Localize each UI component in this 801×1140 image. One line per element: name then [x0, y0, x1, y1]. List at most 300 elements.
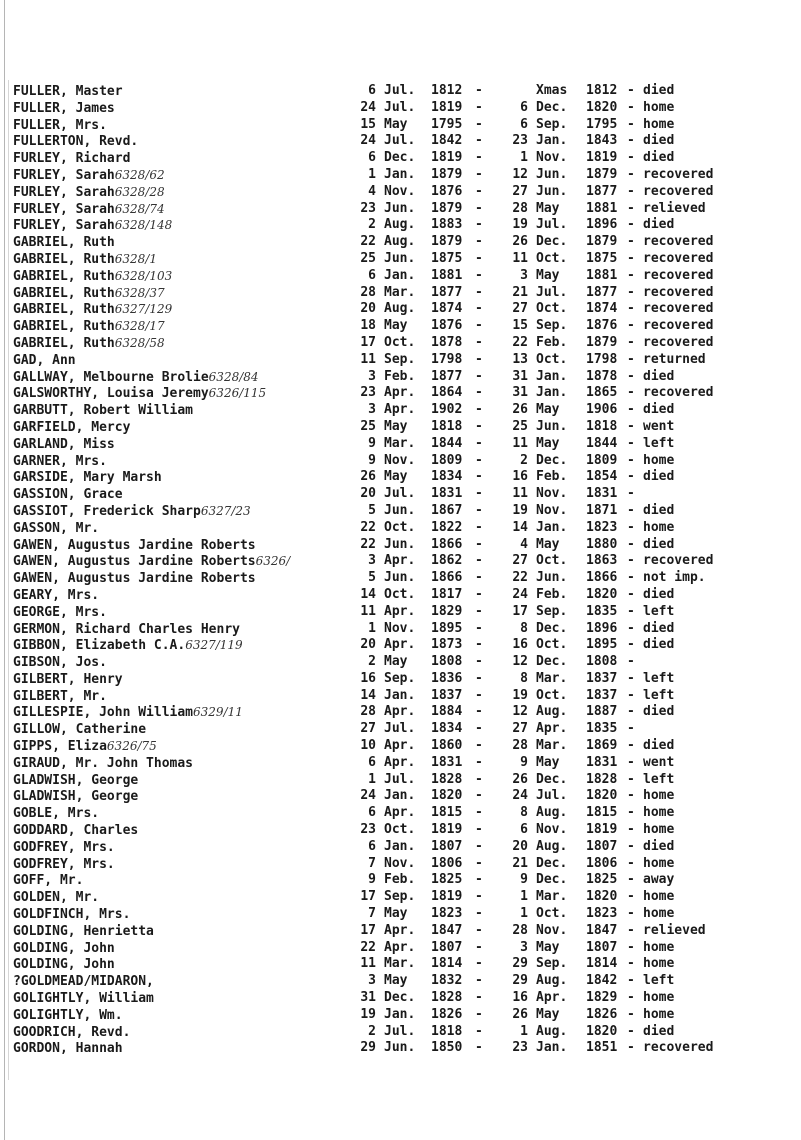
register-entry [0, 738, 801, 755]
admission-day: 22 [360, 939, 376, 955]
admission-month: Feb. [384, 872, 416, 888]
handwritten-reference: 6328/28 [114, 184, 165, 199]
handwritten-reference: 6328/17 [114, 319, 165, 334]
patient-name: GIBSON, Jos. [13, 655, 107, 671]
admission-month: Sep. [384, 889, 416, 905]
admission-month: Aug. [384, 234, 416, 250]
patient-name: GOFF, Mr. [13, 873, 84, 889]
admission-day: 6 [368, 150, 376, 166]
result-separator: - [627, 939, 635, 955]
admission-year: 1814 [431, 956, 463, 972]
admission-year: 1807 [431, 838, 463, 854]
admission-day: 2 [368, 654, 376, 670]
register-entry [0, 940, 801, 957]
result-separator: - [627, 83, 635, 98]
discharge-result: died [643, 83, 675, 98]
patient-name: GABRIEL, Ruth6328/17 [13, 319, 165, 335]
date-separator: - [475, 603, 483, 619]
admission-day: 22 [360, 536, 376, 552]
discharge-year: 1878 [586, 368, 618, 384]
discharge-day: 20 [512, 838, 528, 854]
discharge-month: Oct. [536, 906, 568, 922]
admission-year: 1806 [431, 855, 463, 871]
date-separator: - [475, 1006, 483, 1022]
patient-name: GASSON, Mr. [13, 520, 100, 536]
admission-day: 22 [360, 234, 376, 250]
admission-month: Mar. [384, 284, 416, 300]
date-separator: - [475, 301, 483, 317]
admission-month: May [384, 469, 408, 485]
discharge-month: Xmas [536, 83, 568, 98]
discharge-month: May [536, 402, 560, 418]
discharge-month: Sep. [536, 603, 568, 619]
date-separator: - [475, 133, 483, 149]
discharge-month: Aug. [536, 704, 568, 720]
discharge-day: 31 [512, 385, 528, 401]
patient-name: FULLER, Master [13, 84, 123, 99]
admission-month: Apr. [384, 805, 416, 821]
register-entry [0, 956, 801, 973]
discharge-month: Oct. [536, 553, 568, 569]
register-entry [0, 553, 801, 570]
admission-day: 6 [368, 754, 376, 770]
admission-year: 1879 [431, 200, 463, 216]
admission-year: 1864 [431, 385, 463, 401]
admission-month: Apr. [384, 922, 416, 938]
discharge-result: home [643, 805, 675, 821]
discharge-day: 8 [520, 620, 528, 636]
admission-month: Apr. [384, 754, 416, 770]
register-entry [0, 385, 801, 402]
admission-day: 5 [368, 570, 376, 586]
discharge-day: 28 [512, 200, 528, 216]
patient-name: GAWEN, Augustus Jardine Roberts6326/ [13, 554, 291, 570]
discharge-year: 1820 [586, 99, 618, 115]
discharge-result: home [643, 788, 675, 804]
discharge-year: 1837 [586, 687, 618, 703]
admission-year: 1876 [431, 318, 463, 334]
discharge-day: 19 [512, 217, 528, 233]
discharge-result: died [643, 1023, 675, 1039]
result-separator: - [627, 200, 635, 216]
discharge-month: Oct. [536, 351, 568, 367]
discharge-result: died [643, 704, 675, 720]
discharge-year: 1820 [586, 586, 618, 602]
result-separator: - [627, 721, 635, 737]
admission-month: Nov. [384, 452, 416, 468]
admission-day: 6 [368, 838, 376, 854]
date-separator: - [475, 586, 483, 602]
admission-day: 3 [368, 553, 376, 569]
discharge-day: 19 [512, 502, 528, 518]
discharge-day: 19 [512, 687, 528, 703]
discharge-year: 1874 [586, 301, 618, 317]
admission-year: 1877 [431, 368, 463, 384]
discharge-result: went [643, 418, 675, 434]
admission-day: 22 [360, 519, 376, 535]
result-separator: - [627, 166, 635, 182]
date-separator: - [475, 1023, 483, 1039]
discharge-year: 1896 [586, 620, 618, 636]
admission-year: 1884 [431, 704, 463, 720]
patient-name: GABRIEL, Ruth6327/129 [13, 302, 173, 318]
discharge-day: 25 [512, 418, 528, 434]
admission-day: 23 [360, 822, 376, 838]
admission-month: Mar. [384, 435, 416, 451]
register-entry [0, 335, 801, 352]
discharge-day: 14 [512, 519, 528, 535]
discharge-year: 1820 [586, 1023, 618, 1039]
discharge-year: 1881 [586, 267, 618, 283]
discharge-year: 1906 [586, 402, 618, 418]
admission-year: 1798 [431, 351, 463, 367]
discharge-year: 1854 [586, 469, 618, 485]
register-entry [0, 285, 801, 302]
discharge-result: died [643, 133, 675, 149]
handwritten-reference: 6327/129 [114, 302, 173, 317]
admission-month: May [384, 654, 408, 670]
date-separator: - [475, 385, 483, 401]
date-separator: - [475, 771, 483, 787]
result-separator: - [627, 99, 635, 115]
patient-name: GAWEN, Augustus Jardine Roberts [13, 571, 256, 587]
result-separator: - [627, 586, 635, 602]
discharge-month: Jul. [536, 217, 568, 233]
admission-month: Jul. [384, 721, 416, 737]
discharge-year: 1875 [586, 250, 618, 266]
register-entry [0, 805, 801, 822]
admission-year: 1795 [431, 116, 463, 132]
handwritten-reference: 6328/37 [114, 285, 165, 300]
result-separator: - [627, 603, 635, 619]
admission-year: 1836 [431, 670, 463, 686]
discharge-month: Dec. [536, 620, 568, 636]
register-entry [0, 923, 801, 940]
discharge-result: died [643, 402, 675, 418]
discharge-year: 1866 [586, 570, 618, 586]
result-separator: - [627, 267, 635, 283]
register-entry [0, 201, 801, 218]
handwritten-reference: 6328/148 [114, 218, 173, 233]
register-entry [0, 453, 801, 470]
patient-name: GILBERT, Henry [13, 671, 123, 687]
result-separator: - [627, 754, 635, 770]
admission-month: Sep. [384, 670, 416, 686]
discharge-result: home [643, 452, 675, 468]
discharge-month: Apr. [536, 721, 568, 737]
discharge-month: Feb. [536, 334, 568, 350]
discharge-result: away [643, 872, 675, 888]
result-separator: - [627, 486, 635, 502]
patient-name: GILBERT, Mr. [13, 688, 107, 704]
discharge-day: 26 [512, 234, 528, 250]
result-separator: - [627, 788, 635, 804]
patient-name: ?GOLDMEAD/MIDARON, [13, 974, 154, 990]
admission-day: 1 [368, 620, 376, 636]
admission-day: 20 [360, 637, 376, 653]
discharge-year: 1826 [586, 1006, 618, 1022]
discharge-year: 1851 [586, 1040, 618, 1056]
discharge-month: Aug. [536, 973, 568, 989]
discharge-result: home [643, 855, 675, 871]
discharge-day: 6 [520, 99, 528, 115]
discharge-day: 6 [520, 822, 528, 838]
date-separator: - [475, 217, 483, 233]
discharge-day: 31 [512, 368, 528, 384]
handwritten-reference: 6326/115 [208, 386, 267, 401]
register-entry [0, 469, 801, 486]
admission-day: 27 [360, 721, 376, 737]
date-separator: - [475, 973, 483, 989]
discharge-year: 1807 [586, 838, 618, 854]
discharge-result: home [643, 956, 675, 972]
patient-name: GOLIGHTLY, Wm. [13, 1007, 123, 1023]
admission-year: 1878 [431, 334, 463, 350]
admission-month: May [384, 116, 408, 132]
discharge-month: Aug. [536, 838, 568, 854]
admission-month: Jun. [384, 536, 416, 552]
result-separator: - [627, 519, 635, 535]
admission-year: 1876 [431, 183, 463, 199]
discharge-result: died [643, 637, 675, 653]
result-separator: - [627, 805, 635, 821]
admission-day: 9 [368, 435, 376, 451]
handwritten-reference: 6328/84 [208, 369, 259, 384]
register-entry [0, 654, 801, 671]
discharge-day: 13 [512, 351, 528, 367]
discharge-day: 1 [520, 1023, 528, 1039]
discharge-result: left [643, 973, 675, 989]
result-separator: - [627, 402, 635, 418]
discharge-year: 1842 [586, 973, 618, 989]
patient-name: GALSWORTHY, Louisa Jeremy6326/115 [13, 386, 267, 402]
discharge-day: 22 [512, 334, 528, 350]
result-separator: - [627, 1040, 635, 1056]
discharge-year: 1815 [586, 805, 618, 821]
discharge-day: 27 [512, 301, 528, 317]
discharge-result: relieved [643, 200, 706, 216]
discharge-day: 21 [512, 284, 528, 300]
discharge-month: Oct. [536, 301, 568, 317]
discharge-result: recovered [643, 250, 714, 266]
date-separator: - [475, 150, 483, 166]
discharge-year: 1795 [586, 116, 618, 132]
discharge-year: 1820 [586, 889, 618, 905]
discharge-year: 1819 [586, 150, 618, 166]
discharge-result: died [643, 620, 675, 636]
admission-day: 11 [360, 351, 376, 367]
result-separator: - [627, 990, 635, 1006]
patient-name: GABRIEL, Ruth6328/58 [13, 335, 165, 351]
admission-day: 23 [360, 200, 376, 216]
admission-year: 1825 [431, 872, 463, 888]
register-entry [0, 872, 801, 889]
admission-year: 1831 [431, 754, 463, 770]
discharge-month: May [536, 1006, 560, 1022]
register-entry [0, 1040, 801, 1057]
date-separator: - [475, 418, 483, 434]
admission-day: 9 [368, 452, 376, 468]
discharge-result: relieved [643, 922, 706, 938]
admission-month: Jun. [384, 570, 416, 586]
admission-month: Sep. [384, 351, 416, 367]
discharge-year: 1814 [586, 956, 618, 972]
register-entry [0, 856, 801, 873]
discharge-day: 26 [512, 402, 528, 418]
admission-day: 20 [360, 301, 376, 317]
admission-month: Jan. [384, 1006, 416, 1022]
date-separator: - [475, 704, 483, 720]
register-entry [0, 520, 801, 537]
admission-year: 1834 [431, 721, 463, 737]
result-separator: - [627, 502, 635, 518]
discharge-result: recovered [643, 318, 714, 334]
admission-month: Oct. [384, 519, 416, 535]
date-separator: - [475, 570, 483, 586]
patient-name: FURLEY, Sarah6328/62 [13, 167, 165, 183]
date-separator: - [475, 889, 483, 905]
discharge-month: Dec. [536, 99, 568, 115]
patient-name: GAWEN, Augustus Jardine Roberts [13, 537, 256, 553]
register-entry [0, 1007, 801, 1024]
discharge-result: died [643, 838, 675, 854]
discharge-day: 3 [520, 939, 528, 955]
patient-name: GOLDING, John [13, 940, 115, 956]
admission-year: 1819 [431, 822, 463, 838]
admission-year: 1822 [431, 519, 463, 535]
discharge-month: Oct. [536, 687, 568, 703]
discharge-year: 1818 [586, 418, 618, 434]
register-entry [0, 117, 801, 134]
admission-year: 1832 [431, 973, 463, 989]
patient-name: GOODRICH, Revd. [13, 1024, 131, 1040]
discharge-year: 1812 [586, 83, 618, 98]
discharge-result: left [643, 670, 675, 686]
result-separator: - [627, 318, 635, 334]
discharge-year: 1835 [586, 721, 618, 737]
discharge-year: 1887 [586, 704, 618, 720]
discharge-month: Jul. [536, 788, 568, 804]
date-separator: - [475, 620, 483, 636]
discharge-day: 1 [520, 889, 528, 905]
discharge-year: 1806 [586, 855, 618, 871]
admission-year: 1808 [431, 654, 463, 670]
admission-year: 1837 [431, 687, 463, 703]
admission-month: May [384, 318, 408, 334]
register-entry [0, 419, 801, 436]
discharge-day: 8 [520, 805, 528, 821]
discharge-month: Jan. [536, 519, 568, 535]
handwritten-reference: 6328/58 [114, 335, 165, 350]
patient-name: GORDON, Hannah [13, 1041, 123, 1057]
discharge-month: May [536, 435, 560, 451]
discharge-month: Nov. [536, 486, 568, 502]
register-entry [0, 503, 801, 520]
result-separator: - [627, 855, 635, 871]
admission-year: 1807 [431, 939, 463, 955]
admission-month: Apr. [384, 704, 416, 720]
admission-day: 17 [360, 334, 376, 350]
date-separator: - [475, 738, 483, 754]
admission-month: Jan. [384, 267, 416, 283]
date-separator: - [475, 670, 483, 686]
discharge-result: home [643, 1006, 675, 1022]
discharge-result: home [643, 519, 675, 535]
admission-day: 24 [360, 99, 376, 115]
admission-year: 1812 [431, 83, 463, 98]
register-entry [0, 217, 801, 234]
result-separator: - [627, 838, 635, 854]
admission-month: Aug. [384, 301, 416, 317]
admission-month: Oct. [384, 822, 416, 838]
discharge-year: 1880 [586, 536, 618, 552]
discharge-day: 6 [520, 116, 528, 132]
admission-month: Jul. [384, 99, 416, 115]
date-separator: - [475, 267, 483, 283]
discharge-day: 26 [512, 1006, 528, 1022]
date-separator: - [475, 822, 483, 838]
discharge-month: Dec. [536, 452, 568, 468]
discharge-result: died [643, 502, 675, 518]
admission-year: 1867 [431, 502, 463, 518]
date-separator: - [475, 334, 483, 350]
discharge-month: Mar. [536, 738, 568, 754]
discharge-result: recovered [643, 166, 714, 182]
register-entry [0, 604, 801, 621]
discharge-month: May [536, 754, 560, 770]
admission-year: 1809 [431, 452, 463, 468]
date-separator: - [475, 200, 483, 216]
admission-day: 15 [360, 116, 376, 132]
admission-day: 6 [368, 83, 376, 98]
discharge-month: Jan. [536, 133, 568, 149]
discharge-result: recovered [643, 234, 714, 250]
admission-year: 1818 [431, 1023, 463, 1039]
discharge-day: 23 [512, 133, 528, 149]
patient-name: GABRIEL, Ruth6328/1 [13, 251, 157, 267]
discharge-result: not imp. [643, 570, 706, 586]
register-entry [0, 83, 801, 100]
date-separator: - [475, 1040, 483, 1056]
register-entry [0, 839, 801, 856]
discharge-result: left [643, 771, 675, 787]
discharge-month: Sep. [536, 116, 568, 132]
admission-month: Nov. [384, 855, 416, 871]
date-separator: - [475, 284, 483, 300]
result-separator: - [627, 435, 635, 451]
result-separator: - [627, 217, 635, 233]
discharge-month: Mar. [536, 889, 568, 905]
admission-month: May [384, 418, 408, 434]
discharge-result: recovered [643, 385, 714, 401]
discharge-result: returned [643, 351, 706, 367]
admission-month: Jun. [384, 200, 416, 216]
register-entry [0, 436, 801, 453]
discharge-year: 1829 [586, 990, 618, 1006]
date-separator: - [475, 990, 483, 1006]
admission-day: 19 [360, 1006, 376, 1022]
register-entry [0, 352, 801, 369]
discharge-year: 1808 [586, 654, 618, 670]
handwritten-reference: 6328/74 [114, 201, 165, 216]
patient-name: FURLEY, Richard [13, 151, 131, 167]
discharge-year: 1807 [586, 939, 618, 955]
date-separator: - [475, 452, 483, 468]
discharge-day: 2 [520, 452, 528, 468]
admission-day: 1 [368, 166, 376, 182]
admission-year: 1847 [431, 922, 463, 938]
discharge-result: home [643, 822, 675, 838]
